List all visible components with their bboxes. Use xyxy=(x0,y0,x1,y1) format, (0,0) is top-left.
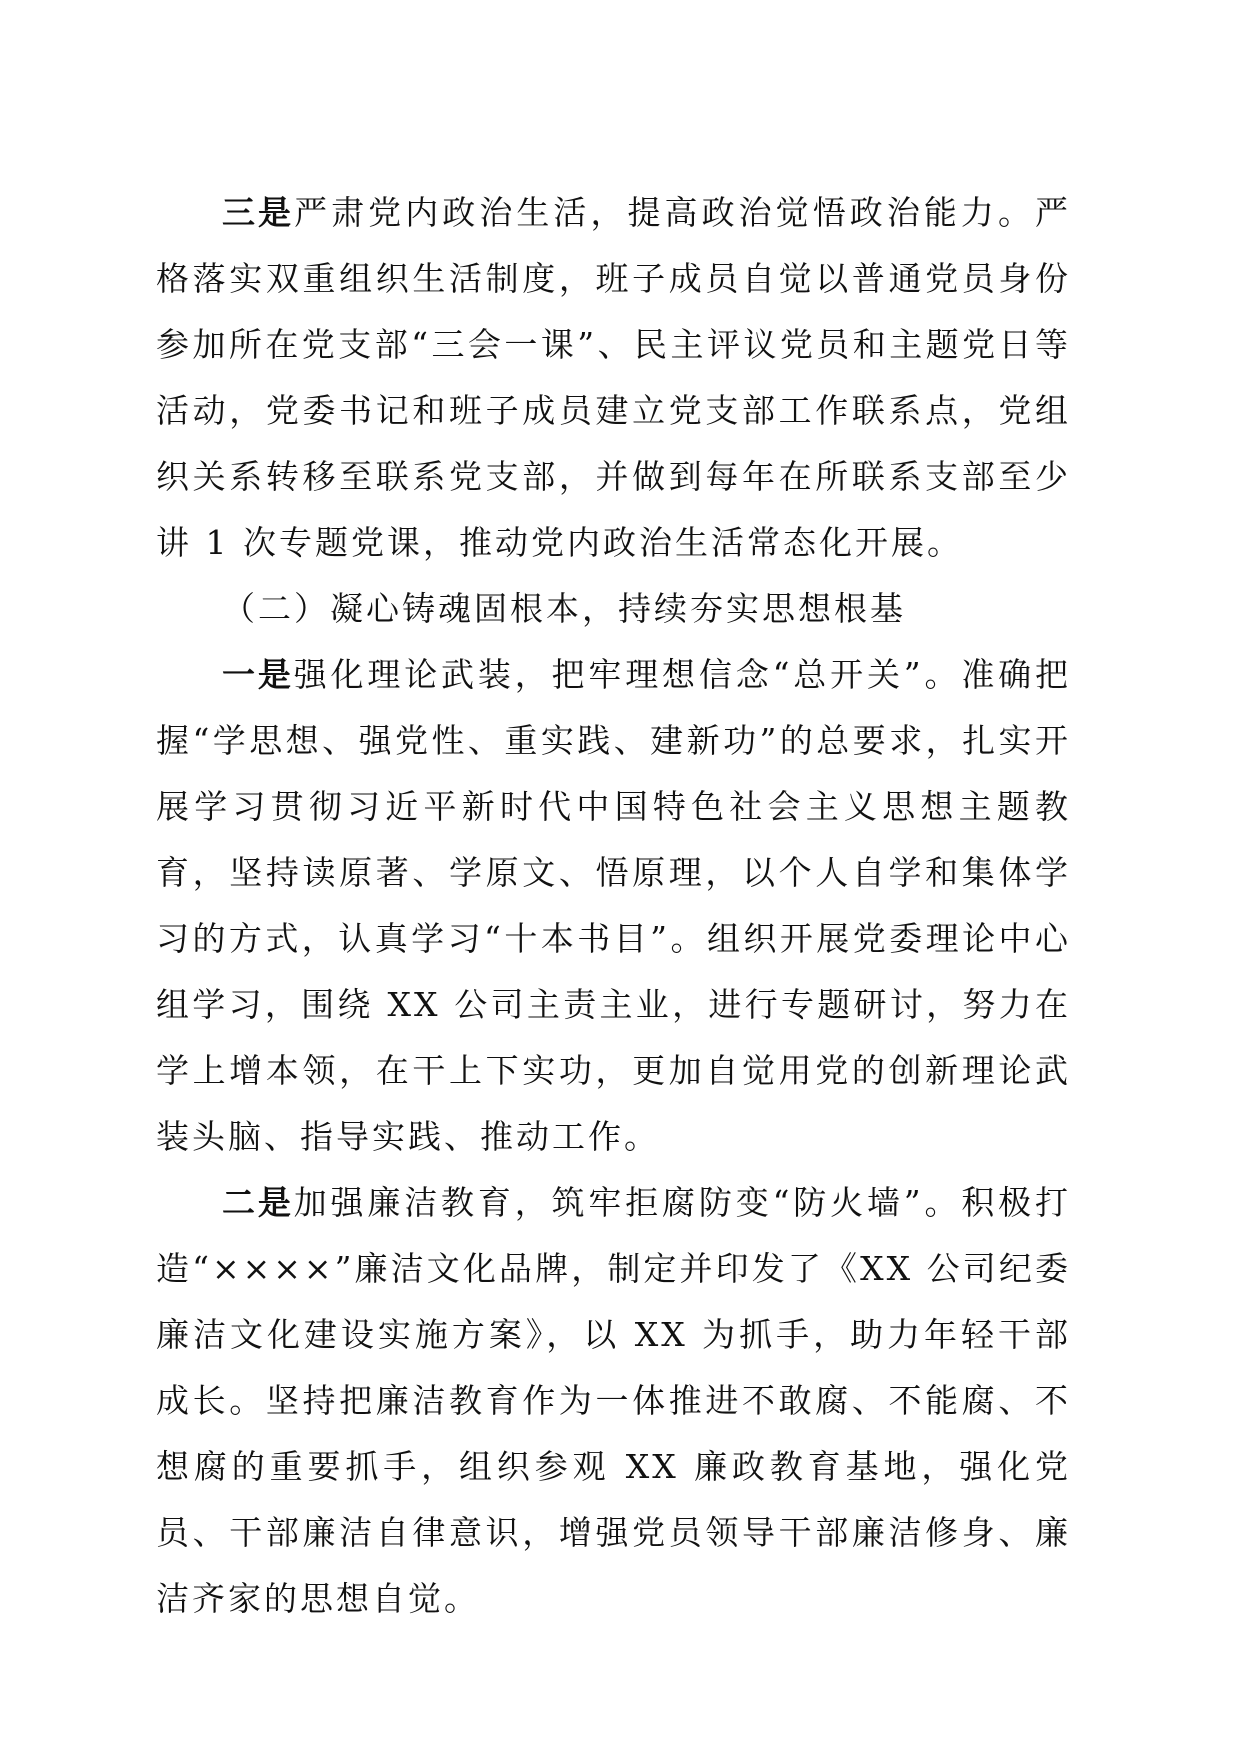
paragraph-lead: 一是 xyxy=(222,655,294,694)
paragraph-text: 强化理论武装，把牢理想信念“总开关”。准确把握“学思想、强党性、重实践、建新功”的总要求，扎实开展学习贯彻习近平新时代中国特色社会主义思想主题教育，坚持读原著、学原文、悟原理，以个人自学和集体学习的方式，认真学习“十本书目”。组织开展党委理论中心组学习，围绕 XX 公司主责主业，进行专题研讨，努力在学上增本领，在干上下实功，更加自觉用党的创新理论武装头脑、指导实践、推动工作。 xyxy=(156,655,1072,1156)
paragraph-three xyxy=(156,180,1071,576)
paragraph-text: 加强廉洁教育，筑牢拒腐防变“防火墙”。积极打造“××××”廉洁文化品牌，制定并印发了《XX 公司纪委廉洁文化建设实施方案》，以 XX 为抓手，助力年轻干部成长。坚持把廉洁教育作为一体推进不敢腐、不能腐、不想腐的重要抓手，组织参观 XX 廉政教育基地，强化党员、干部廉洁自律意识，增强党员领导干部廉洁修身、廉洁齐家的思想自觉。 xyxy=(156,1183,1072,1618)
section-heading: （二）凝心铸魂固根本，持续夯实思想根基 xyxy=(222,589,906,628)
document-body xyxy=(156,180,1071,1632)
paragraph-lead: 二是 xyxy=(222,1183,294,1222)
paragraph-text: 严肃党内政治生活，提高政治觉悟政治能力。严格落实双重组织生活制度，班子成员自觉以普通党员身份参加所在党支部“三会一课”、民主评议党员和主题党日等活动，党委书记和班子成员建立党支部工作联系点，党组织关系转移至联系党支部，并做到每年在所联系支部至少讲 1 次专题党课，推动党内政治生活常态化开展。 xyxy=(156,193,1072,562)
paragraph-one xyxy=(156,642,1071,1170)
paragraph-lead: 三是 xyxy=(222,193,295,232)
paragraph-two xyxy=(156,1170,1071,1632)
